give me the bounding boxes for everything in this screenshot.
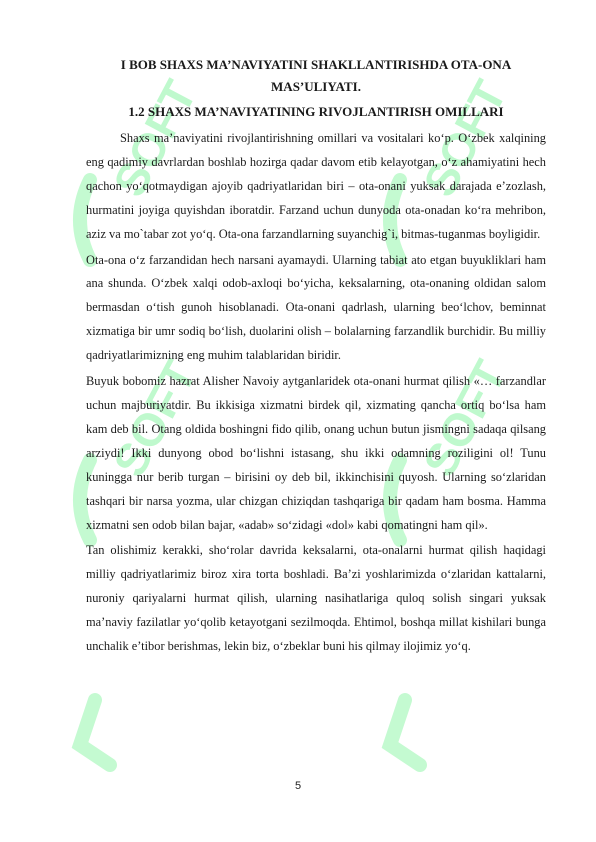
page-number: 5 xyxy=(294,780,302,792)
watermark-mark-bottom-left xyxy=(80,700,110,765)
page-content xyxy=(86,54,546,661)
chapter-title-line2: MAS’ULIYATI. xyxy=(271,79,361,94)
paragraph-4: Tan olishimiz kerakki, sho‘rolar davrida keksalarni, ota-onalarni hurmat qilish haqidagi milliy qadriyatlarimiz biroz xira torta boshladi. Ba’zi yoshlarimizda o‘zlaridan kattalarni, nuroniy qariyalarni hurmat qilish, ularning nasihatlariga quloq solish singari yuksak ma’naviy fazilatlar yo‘qolib ketayotgani sezilmoqda. Ehtimol, boshqa millat kishilari bunga unchalik e’tibor berishmas, lekin biz, o‘zbeklar buni his qilmay ilojimiz yo‘q. xyxy=(86,543,546,654)
chapter-title-line1: I BOB SHAXS MA’NAVIYATINI SHAKLLANTIRISHDA OTA-ONA xyxy=(120,57,512,72)
watermark-text-mid-left: SOFT xyxy=(102,351,207,485)
watermark-text-top-right: SOFT xyxy=(412,71,517,205)
watermark-text-mid-right: SOFT xyxy=(412,351,517,485)
section-title: 1.2 SHAXS MA’NAVIYATINING RIVOJLANTIRISH OMILLARI xyxy=(128,104,504,119)
paragraph-1: Shaxs ma’naviyatini rivojlantirishning omillari va vositalari ko‘p. O‘zbek xalqining eng qadimiy davrlardan boshlab hozirga qadar davom etib kelayotgan, o‘z ahamiyatini hech qachon yo‘qotmaydigan ajoyib qadriyatlaridan biri – ota-onani yuksak darajada e’zozlash, hurmatini joyiga quyishdan iboratdir. Farzand uchun dunyoda ota-onadan ko‘ra mehribon, aziz va mo`tabar zot yo‘q. Ota-ona farzandlarning suyanchig`i, bitmas-tuganmas boyligidir. xyxy=(86,131,546,241)
paragraph-3: Buyuk bobomiz hazrat Alisher Navoiy aytganlaridek ota-onani hurmat qilish «… farzandlar uchun majburiyatdir. Bu ikkisiga xizmatni birdek qil, xizmating qancha ortiq bo‘lsa ham kam deb bil. Otang oldida boshingni fido qilib, onang uchun butun jismingni sadaqa qilsang arziydi! Ikki dunyong obod bo‘lishni istasang, shu ikki odamning roziligini ol! Tunu kuningga nur berib turgan – birisini oy deb bil, ikkinchisini quyosh. Ularning so‘zlaridan tashqari bir narsa yozma, ular chizgan chiziqdan tashqariga bir qadam ham bosma. Hamma xizmatni sen odob bilan bajar, «adab» so‘zidagi «dol» kabi qomatingni ham qil». xyxy=(86,374,546,532)
watermark-mark-bottom-right xyxy=(390,700,420,765)
watermark-text-top-left: SOFT xyxy=(102,71,207,205)
paragraph-2: Ota-ona o‘z farzandidan hech narsani ayamaydi. Ularning tabiat ato etgan buyukliklari ham ana shunda. O‘zbek xalqi odob-axloqi bo‘yicha, keksalarning, ota-onaning oldidan salom bermasdan o‘tish gunoh hisoblanadi. Ota-onani qadrlash, ularning beo‘lchov, beminnat xizmatiga bir umr sodiq bo‘lish, duolarini olish – bolalarning farzandlik burchidir. Bu milliy qadriyatlarimizning eng muhim talablaridan biridir. xyxy=(86,252,546,363)
